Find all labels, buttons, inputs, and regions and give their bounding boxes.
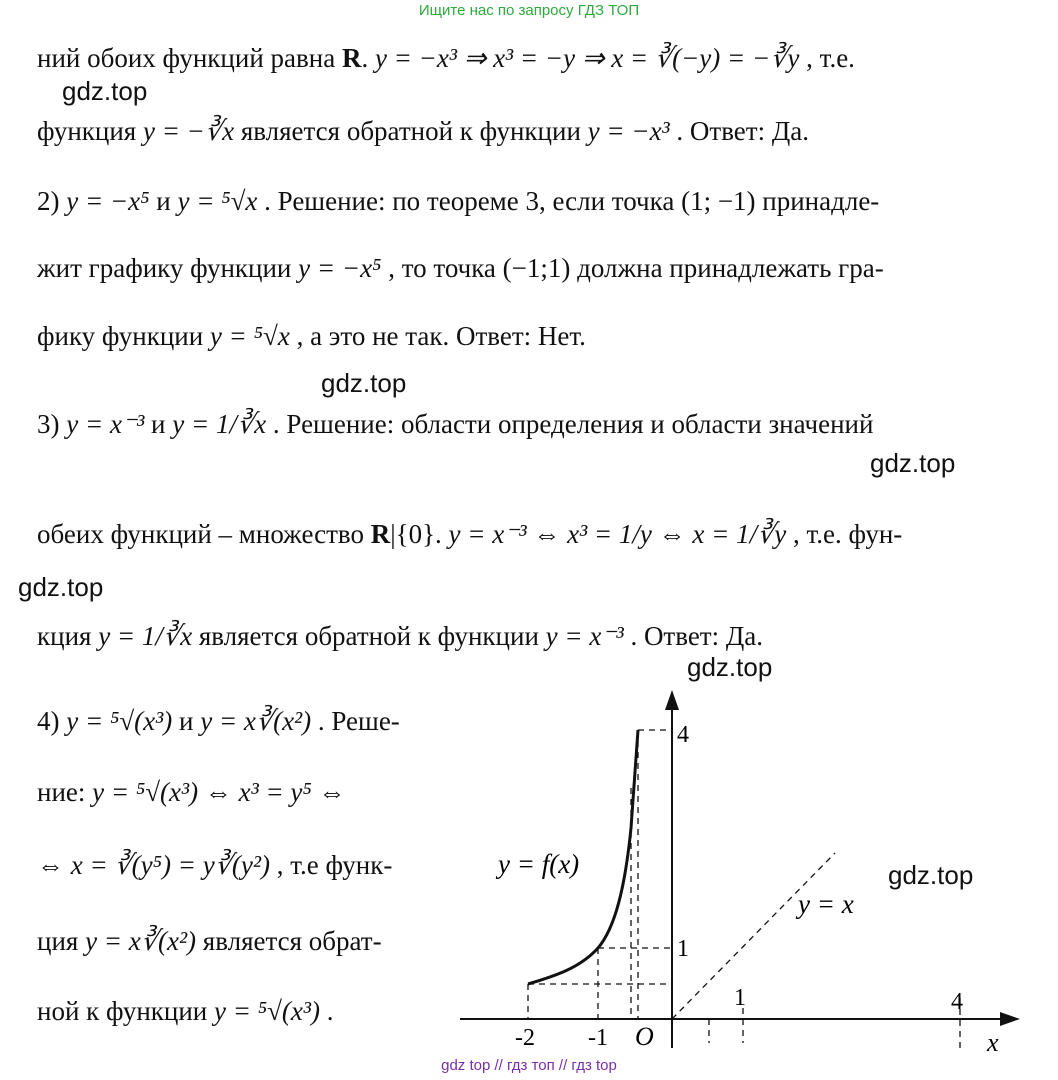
formula: y = ⁵√x bbox=[209, 321, 290, 351]
text: , т.е функ- bbox=[269, 850, 393, 880]
formula: y = −x³ bbox=[587, 116, 670, 146]
text: и bbox=[149, 186, 178, 216]
text: . Ответ: Да. bbox=[623, 621, 764, 651]
text: 4) bbox=[37, 706, 67, 736]
curve-label: y = f(x) bbox=[498, 849, 580, 879]
text: . Решение: области определения и области значений bbox=[266, 409, 874, 439]
real-set-symbol: R bbox=[370, 519, 391, 549]
text-line bbox=[37, 779, 346, 806]
text: , т.е. bbox=[799, 43, 855, 73]
text-line bbox=[37, 521, 902, 548]
formula: y = −x⁵ bbox=[66, 186, 150, 216]
formula: y = x∛(x²) bbox=[200, 706, 312, 736]
x-axis-arrow-icon bbox=[1000, 1012, 1020, 1026]
text: ний обоих функций равна bbox=[37, 43, 342, 73]
bottom-banner: gdz top // гдз топ // гдз top bbox=[441, 1057, 617, 1074]
top-banner: Ищите нас по запросу ГДЗ ТОП bbox=[418, 2, 640, 19]
watermark: gdz.top bbox=[18, 572, 104, 602]
formula: y = ⁵√(x³) ⇔ x³ = y⁵ ⇔ bbox=[92, 777, 346, 807]
text-line bbox=[37, 623, 763, 650]
formula: y = −x³ ⇒ x³ = −y ⇒ x = ∛(−y) = −∛y bbox=[374, 43, 800, 73]
text: 3) bbox=[37, 409, 67, 439]
formula: y = −∛x bbox=[142, 116, 235, 146]
line-label: y = x bbox=[798, 889, 854, 919]
y-tick-4: 4 bbox=[677, 722, 689, 748]
text: и bbox=[172, 706, 201, 736]
text-line bbox=[37, 928, 382, 955]
formula: y = ⁵√(x³) bbox=[66, 706, 173, 736]
text: . bbox=[435, 519, 449, 549]
real-set-symbol: R bbox=[341, 43, 362, 73]
watermark: gdz.top bbox=[321, 368, 407, 398]
watermark: gdz.top bbox=[687, 652, 773, 682]
text: функция bbox=[37, 116, 143, 146]
text: ние: bbox=[37, 777, 93, 807]
formula: y = x⁻³ bbox=[66, 409, 145, 439]
formula: y = x∛(x²) bbox=[85, 926, 197, 956]
text: является обратной к функции bbox=[192, 621, 546, 651]
text: кция bbox=[37, 621, 99, 651]
formula: y = ⁵√(x³) bbox=[214, 996, 320, 1026]
x-axis-label: x bbox=[987, 1028, 999, 1056]
text: , т.е. фун- bbox=[786, 519, 903, 549]
text: . Ответ: Да. bbox=[669, 116, 809, 146]
text: , то точка (−1;1) должна принадлежать гра- bbox=[381, 253, 884, 283]
watermark: gdz.top bbox=[888, 860, 974, 890]
text: . bbox=[320, 996, 334, 1026]
text-line bbox=[37, 852, 392, 879]
watermark: gdz.top bbox=[870, 448, 956, 478]
text-line bbox=[37, 188, 879, 215]
text: фику функции bbox=[37, 321, 210, 351]
formula: y = 1/∛x bbox=[98, 621, 193, 651]
origin-label: O bbox=[635, 1022, 654, 1051]
formula: y = −x⁵ bbox=[298, 253, 382, 283]
formula: ⇔ x = ∛(y⁵) = y∛(y²) bbox=[37, 850, 270, 880]
text-line bbox=[37, 118, 809, 145]
function-graph bbox=[455, 688, 1030, 1056]
watermark: gdz.top bbox=[62, 76, 148, 106]
line-y-equals-x bbox=[672, 853, 835, 1019]
text-line bbox=[37, 708, 400, 735]
text: ной к функции bbox=[37, 996, 215, 1026]
x-tick-1: 1 bbox=[734, 985, 746, 1011]
text-line bbox=[37, 255, 884, 282]
text: , а это не так. Ответ: Нет. bbox=[289, 321, 586, 351]
text: является обрат- bbox=[196, 926, 382, 956]
formula: y = x⁻³ ⇔ x³ = 1/y ⇔ x = 1/∛y bbox=[448, 519, 787, 549]
text-line bbox=[37, 45, 855, 72]
text: 2) bbox=[37, 186, 67, 216]
text: является обратной к функции bbox=[234, 116, 588, 146]
text: . Реше- bbox=[311, 706, 400, 736]
text: обеих функций – множество bbox=[37, 519, 371, 549]
formula: y = 1/∛x bbox=[172, 409, 267, 439]
y-tick-1: 1 bbox=[677, 936, 689, 962]
text: и bbox=[144, 409, 173, 439]
text: . bbox=[361, 43, 375, 73]
text-line bbox=[37, 323, 586, 350]
x-tick-4: 4 bbox=[951, 989, 963, 1015]
x-tick-minus-1: -1 bbox=[588, 1025, 608, 1051]
text-line bbox=[37, 998, 334, 1025]
text: ция bbox=[37, 926, 86, 956]
text: жит графику функции bbox=[37, 253, 299, 283]
text: . Решение: по теореме 3, если точка (1; −1) принадле- bbox=[257, 186, 880, 216]
x-tick-minus-2: -2 bbox=[515, 1025, 535, 1051]
text-line bbox=[37, 411, 873, 438]
formula: y = ⁵√x bbox=[177, 186, 258, 216]
y-axis-arrow-icon bbox=[665, 690, 679, 710]
set-exclusion: |{0} bbox=[390, 519, 436, 549]
formula: y = x⁻³ bbox=[545, 621, 624, 651]
